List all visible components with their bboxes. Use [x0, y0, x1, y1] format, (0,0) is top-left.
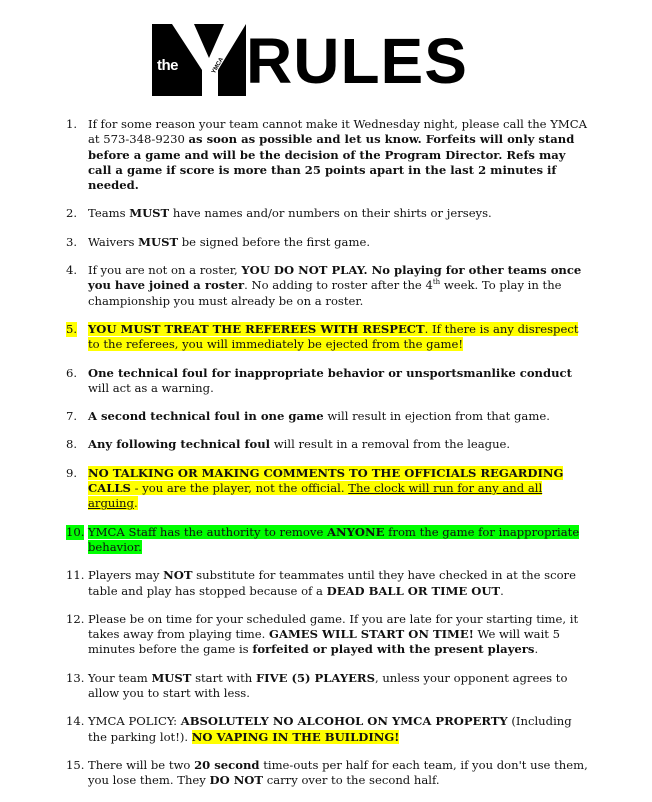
rule-item-highlighted-green: 10. YMCA Staff has the authority to remove ANYONE from the game for inappropriate behavior. — [66, 524, 580, 554]
rule-item: 2. Teams MUST have names and/or numbers on their shirts or jerseys. — [66, 206, 492, 221]
logo-the-text: the — [157, 57, 178, 74]
rule-item: 4. If you are not on a roster, YOU DO NOT PLAY. No playing for other teams once you have joined a roster. No adding to roster after the 4th week. To play in the championship you must already be on a roster. — [66, 263, 582, 308]
rule-item: 1. If for some reason your team cannot make it Wednesday night, please call the YMCA at 573-348-9230 as soon as possible and let us know. Forfeits will only stand before a game and will be the decision of the Program Director. Refs may call a game if score is more than 25 points apart in the last 2 minutes if needed. — [66, 117, 587, 193]
ymca-logo — [152, 24, 246, 96]
rule-item: 14. YMCA POLICY: ABSOLUTELY NO ALCOHOL ON YMCA PROPERTY (Including the parking lot!). NO VAPING IN THE BUILDING! — [66, 714, 572, 744]
rule-item: 3. Waivers MUST be signed before the first game. — [66, 234, 371, 249]
rule-item: 12. Please be on time for your scheduled game. If you are late for your starting time, it takes away from playing time. GAMES WILL START ON TIME! We will wait 5 minutes before the game is forfeited or played with the present players. — [66, 611, 579, 657]
rule-item: 8. Any following technical foul will result in a removal from the league. — [66, 437, 511, 452]
rule-item-highlighted: 5. YOU MUST TREAT THE REFEREES WITH RESPECT. If there is any disrespect to the referees, you will immediately be ejected from the game! — [66, 321, 579, 352]
logo-ymca-text: YMCA — [211, 56, 226, 75]
rule-item: 7. A second technical foul in one game will result in ejection from that game. — [66, 409, 550, 424]
header — [152, 24, 468, 97]
rule-item: 6. One technical foul for inappropriate behavior or unsportsmanlike conduct will act as a warning. — [66, 365, 572, 395]
rule-item: 15. There will be two 20 second time-outs per half for each team, if you don't use them, you lose them. They DO NOT carry over to the second half. — [66, 757, 588, 788]
rule-item-highlighted: 9. NO TALKING OR MAKING COMMENTS TO THE OFFICIALS REGARDING CALLS - you are the player, not the official. The clock will run for any and all arguing. — [66, 465, 564, 511]
rule-item: 11. Players may NOT substitute for teammates until they have checked in at the score table and play has stopped because of a DEAD BALL OR TIME OUT. — [66, 568, 576, 598]
page-title: RULES — [246, 25, 468, 97]
rule-item: 13. Your team MUST start with FIVE (5) PLAYERS, unless your opponent agrees to allow you to start with less. — [66, 670, 568, 701]
rules-list — [66, 117, 588, 802]
